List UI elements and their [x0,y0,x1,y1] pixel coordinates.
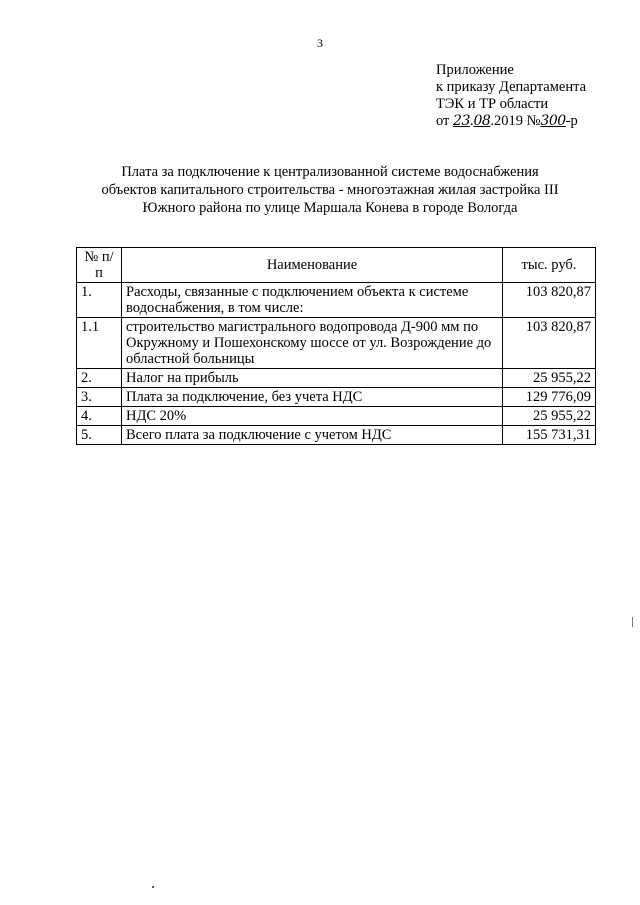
row-number: 5. [77,426,122,445]
row-amount: 103 820,87 [503,283,596,318]
appendix-line-3: ТЭК и ТР области [436,96,549,112]
date-prefix: от [436,113,454,129]
row-number: 4. [77,407,122,426]
row-number: 1. [77,283,122,318]
row-name: Расходы, связанные с подключением объекта к системе водоснабжения, в том числе: [122,283,503,318]
page-number: 3 [317,36,323,50]
row-name: НДС 20% [122,407,503,426]
fees-table [76,247,596,445]
scan-edge-mark [632,617,633,627]
title-line-1: Плата за подключение к централизованной системе водоснабжения [121,164,539,180]
row-name: Всего плата за подключение с учетом НДС [122,426,503,445]
appendix-line-2: к приказу Департамента [436,79,587,95]
row-name: Налог на прибыль [122,369,503,388]
scan-speck [152,886,154,888]
row-amount: 103 820,87 [503,318,596,369]
year-and-number-sign: .2019 № [490,113,541,129]
appendix-line-1: Приложение [436,62,514,78]
header-amount: тыс. руб. [503,248,596,283]
date-separator: . [469,113,474,129]
row-amount: 25 955,22 [503,369,596,388]
table-row [77,369,596,388]
header-number: № п/п [77,248,122,283]
row-amount: 129 776,09 [503,388,596,407]
order-date-line [436,113,586,130]
handwritten-month: 08 [473,113,491,129]
row-number: 3. [77,388,122,407]
table-row [77,407,596,426]
row-amount: 155 731,31 [503,426,596,445]
handwritten-day: 23 [453,113,470,129]
title-line-2: объектов капитального строительства - многоэтажная жилая застройка III [101,182,559,198]
title-line-3: Южного района по улице Маршала Конева в городе Вологда [142,200,518,216]
table-row [77,318,596,369]
handwritten-order-number: 300 [540,113,566,129]
table-row [77,388,596,407]
table-header-row [77,248,596,283]
row-name: Плата за подключение, без учета НДС [122,388,503,407]
table-row [77,426,596,445]
row-number: 1.1 [77,318,122,369]
row-name: строительство магистрального водопровода Д-900 мм по Окружному и Пошехонскому шоссе от ул. Возрождение до областной больницы [122,318,503,369]
table-row [77,283,596,318]
document-title [70,163,590,217]
row-number: 2. [77,369,122,388]
header-name: Наименование [122,248,503,283]
row-amount: 25 955,22 [503,407,596,426]
order-suffix: -р [565,113,578,129]
appendix-header [436,62,586,130]
